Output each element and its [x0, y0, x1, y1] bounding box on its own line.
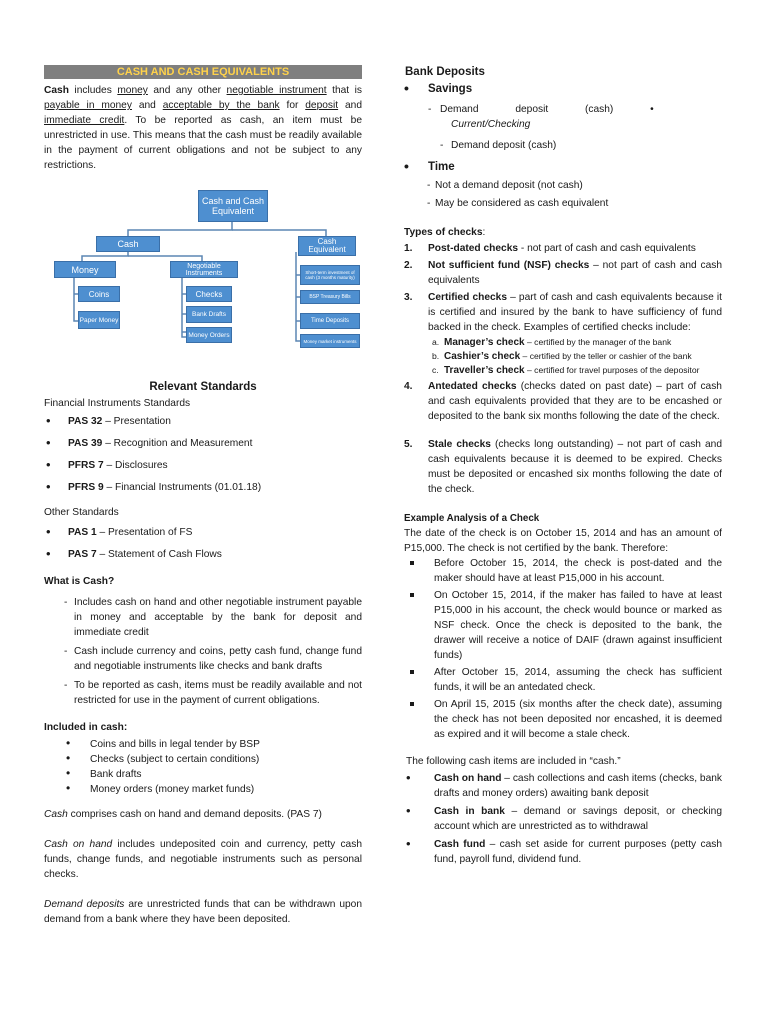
savings-item: - Demand deposit (cash) • [428, 104, 654, 115]
standard-text: – Recognition and Measurement [102, 438, 253, 449]
list-item [404, 379, 722, 424]
types-title: Types of checks [404, 227, 483, 238]
check-text: – not part of cash and cash equivalents [428, 260, 722, 286]
time-item: - Not a demand deposit (not cash) [427, 180, 583, 191]
intro-cash: Cash [44, 85, 69, 96]
definition-text: comprises cash on hand and demand deposits. (PAS 7) [67, 809, 322, 820]
check-term: Stale checks [428, 439, 491, 450]
sub-letter: b. [432, 351, 440, 361]
term: Cash on hand [44, 839, 113, 850]
savings-current: Current/Checking [451, 119, 531, 130]
certified-sublist [428, 336, 722, 377]
demand-deposits-definition [44, 897, 362, 927]
list-item: • Coins and bills in legal tender by BSP [66, 737, 362, 752]
diagram-money: Money [54, 261, 116, 278]
following-list [404, 771, 722, 867]
item-term: Cash in bank [434, 806, 505, 817]
standard-code: PAS 1 [68, 527, 97, 538]
term: Cash [44, 809, 68, 820]
item-number: 3. [404, 292, 413, 303]
list-item: After October 15, 2014, assuming the check has sufficient funds, it will be an antedated check. [404, 665, 722, 695]
list-item: • Bank drafts [66, 767, 362, 782]
list-item [44, 547, 362, 562]
standard-code: PAS 39 [68, 438, 103, 449]
sublist-item [428, 364, 722, 377]
check-text: (checks dated on past date) – part of cash and cash equivalents provided that they are to be encashed or deposited to the bank six months following the date of the check. [428, 381, 722, 422]
list-item: - Cash include currency and coins, petty cash fund, change fund and negotiable instruments like checks and bank drafts [44, 644, 362, 674]
time-text: Not a demand deposit (not cash) [435, 180, 583, 191]
standard-text: – Financial Instruments (01.01.18) [103, 482, 262, 493]
list-item [44, 458, 362, 473]
item-text: – cash set aside for current purposes (petty cash fund, payroll fund, dividend fund. [434, 839, 722, 865]
list-item: On October 15, 2014, if the maker has failed to have at least P15,000 in his account, the check would bounce or marked as NSF check. Once the check is deposited to the bank, the drawer will receive a notice of DAIF (drawn against insufficient funds) [404, 588, 722, 663]
intro-payable: payable in money [44, 100, 132, 111]
list-item: - To be reported as cash, items must be readily available and not restricted for use in the payment of current obligations. [44, 678, 362, 708]
example-intro: The date of the check is on October 15, 2014 and has an amount of P15,000. The check is not certified by the bank. Therefore: [404, 528, 722, 554]
right-column [404, 65, 722, 870]
cash-on-hand-definition [44, 837, 362, 882]
intro-paragraph [44, 83, 362, 173]
item-number: 1. [404, 243, 413, 254]
types-colon: : [482, 227, 486, 238]
example-list [404, 556, 722, 742]
section-title: CASH AND CASH EQUIVALENTS [44, 65, 362, 79]
list-item: - Includes cash on hand and other negotiable instrument payable in money and acceptable by the bank for deposit and immediate credit [44, 595, 362, 640]
diagram-negotiable: Negotiable Instruments [170, 261, 238, 278]
other-list [44, 525, 362, 562]
cash-definition [44, 807, 362, 822]
sub-text: – certified for travel purposes of the depositor [524, 365, 700, 375]
other-standards: Other Standards [44, 507, 119, 518]
diagram-money-market: Money market instruments [300, 334, 360, 348]
item-number: 5. [404, 439, 413, 450]
diagram-cash-equivalent: Cash Equivalent [298, 236, 356, 256]
sub-letter: a. [432, 337, 440, 347]
standard-text: – Disclosures [103, 460, 168, 471]
check-term: Post-dated checks [428, 243, 519, 254]
diagram-coins: Coins [78, 286, 120, 302]
standard-code: PAS 7 [68, 549, 97, 560]
intro-money: money [117, 85, 148, 96]
standard-code: PFRS 9 [68, 482, 104, 493]
financial-instruments-standards: Financial Instruments Standards [44, 398, 191, 409]
definition-text: are unrestricted funds that can be withdrawn upon demand from a bank where they have been deposited. [44, 899, 362, 925]
sub-text: – certified by the manager of the bank [524, 337, 672, 347]
standard-text: – Statement of Cash Flows [96, 549, 222, 560]
what-is-cash-heading: What is Cash? [44, 576, 115, 587]
intro-immediate: immediate credit [44, 115, 125, 126]
diagram-short-term: Short-term investment of cash (3 months maturity) [300, 265, 360, 285]
time-label: • Time [404, 160, 722, 175]
item-term: Cash on hand [434, 773, 502, 784]
diagram-bank-drafts: Bank Drafts [186, 306, 232, 323]
list-item [44, 525, 362, 540]
intro-negotiable: negotiable instrument [226, 85, 327, 96]
list-item [44, 480, 362, 495]
types-list [404, 241, 722, 497]
sub-term: Manager’s check [444, 337, 525, 348]
savings-text: Demand deposit (cash) [451, 140, 557, 151]
list-item [404, 290, 722, 377]
list-item [404, 437, 722, 497]
time-item: - May be considered as cash equivalent [427, 198, 609, 209]
included-heading: Included in cash: [44, 722, 128, 733]
diagram-checks: Checks [186, 286, 232, 302]
list-item [44, 436, 362, 451]
diagram-time-deposits: Time Deposits [300, 313, 360, 329]
savings-text: Demand deposit (cash) • [440, 104, 654, 115]
intro-text: and [131, 100, 163, 111]
intro-text: for [279, 100, 306, 111]
list-item: Before October 15, 2014, the check is post-dated and the maker should have at least P15,000 in his account. [404, 556, 722, 586]
intro-acceptable: acceptable by the bank [162, 100, 280, 111]
check-text: – part of cash and cash equivalents because it is certified and insured by the bank to have sufficiency of fund backed in the check. Examples of certified checks include: [428, 292, 722, 333]
list-item [404, 837, 722, 867]
standard-code: PFRS 7 [68, 460, 104, 471]
diagram-money-orders: Money Orders [186, 327, 232, 343]
intro-deposit: deposit [305, 100, 339, 111]
term: Demand deposits [44, 899, 125, 910]
sublist-item [428, 350, 722, 363]
diagram-paper-money: Paper Money [78, 311, 120, 329]
check-term: Not sufficient fund (NSF) checks [428, 260, 590, 271]
intro-text: and [338, 100, 362, 111]
list-item [404, 771, 722, 801]
what-is-cash-list [44, 595, 362, 708]
savings-label: • Savings [404, 82, 722, 97]
intro-text: that is [326, 85, 362, 96]
list-item [44, 414, 362, 429]
item-number: 2. [404, 260, 413, 271]
item-term: Cash fund [434, 839, 486, 850]
list-item: • Money orders (money market funds) [66, 782, 362, 797]
savings-item: - Demand deposit (cash) [440, 140, 557, 151]
check-text: (checks long outstanding) – not part of cash and cash equivalents because it is deemed to be expired. Checks must be deposited or encashed six months following the date of the check. [428, 439, 722, 495]
diagram-cash: Cash [96, 236, 160, 252]
standard-code: PAS 32 [68, 416, 103, 427]
list-item: • Checks (subject to certain conditions) [66, 752, 362, 767]
example-heading: Example Analysis of a Check [404, 513, 540, 524]
list-item: On April 15, 2015 (six months after the check date), assuming the check has not been deposited nor encashed, it is deemed as expired and it will become a stale check. [404, 697, 722, 742]
relevant-standards-heading: Relevant Standards [149, 381, 257, 393]
intro-text: . To be reported as cash, an item must be unrestricted in use. This means that the cash must be readily available in the payment of current obligations and not be subject to any restrictions. [44, 115, 362, 171]
diagram-bsp-treasury: BSP Treasury Bills [300, 290, 360, 304]
diagram-root: Cash and Cash Equivalent [198, 190, 268, 222]
check-term: Certified checks [428, 292, 507, 303]
item-number: 4. [404, 381, 413, 392]
intro-text: and any other [147, 85, 227, 96]
types-heading [404, 225, 722, 240]
check-term: Antedated checks [428, 381, 517, 392]
bank-deposits-heading: Bank Deposits [405, 66, 485, 78]
list-item [404, 258, 722, 288]
sublist-item [428, 336, 722, 349]
sub-text: – certified by the teller or cashier of the bank [520, 351, 692, 361]
standard-text: – Presentation of FS [96, 527, 193, 538]
list-item [404, 241, 722, 256]
intro-text: includes [68, 85, 118, 96]
sub-term: Cashier’s check [444, 351, 521, 362]
sub-letter: c. [432, 365, 439, 375]
sub-term: Traveller’s check [444, 365, 525, 376]
definition-text: includes undeposited coin and currency, petty cash funds, change funds, and negotiable instruments such as personal checks. [44, 839, 362, 880]
included-list [44, 737, 362, 797]
item-text: – cash collections and cash items (checks, bank drafts and money orders) awaiting bank deposit [434, 773, 722, 799]
standard-text: – Presentation [102, 416, 171, 427]
check-text: - not part of cash and cash equivalents [518, 243, 696, 254]
fis-list [44, 414, 362, 495]
cash-classification-diagram [52, 190, 364, 350]
list-item [404, 804, 722, 834]
item-text: – demand or savings deposit, or checking account which are unrestricted as to withdrawal [434, 806, 722, 832]
time-text: May be considered as cash equivalent [435, 198, 609, 209]
following-heading: The following cash items are included in “cash.” [406, 756, 621, 767]
